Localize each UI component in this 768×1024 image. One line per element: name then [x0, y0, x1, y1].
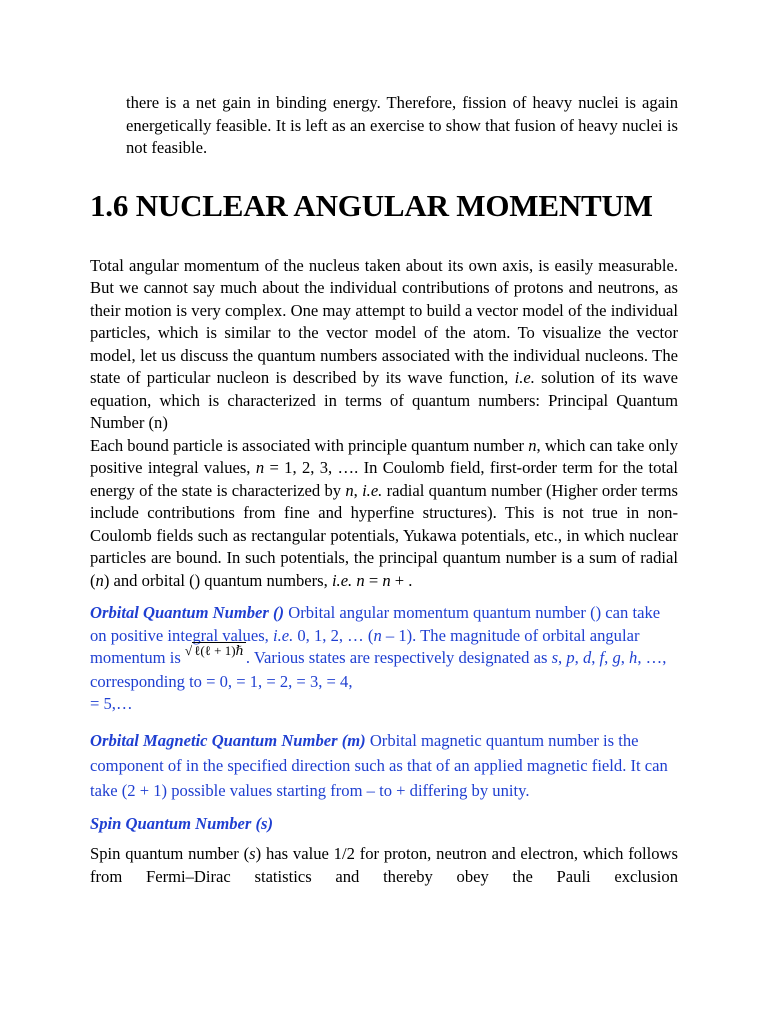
text: , [620, 648, 630, 667]
text: . Various states are respectively designated as [245, 648, 552, 667]
text: – 1). The magnitude of orbital angular momentum is [90, 625, 640, 667]
text: = 1, 2, 3, …. In Coulomb field, first-order term for the total energy of the state is characterized by [90, 458, 678, 500]
paragraph-vector-model [90, 255, 678, 435]
state-g: g [612, 648, 621, 667]
text-italic: i.e. [272, 625, 294, 645]
text: Orbital angular momentum quantum number () can take on positive integral values, [90, 603, 661, 645]
text: Spin quantum number ( [90, 844, 250, 863]
text: 0, 1, 2, … ( [293, 625, 374, 645]
text: = [364, 570, 383, 590]
intro-continuation: there is a net gain in binding energy. Therefore, fission of heavy nuclei is again energetically feasible. It is left as an exercise to show that fusion of heavy nuclei is not feasible. [126, 93, 678, 157]
text: , which can take only positive integral values, [90, 435, 678, 477]
text: , [353, 480, 363, 500]
var-n: n [356, 570, 365, 590]
state-s: s [551, 648, 559, 667]
var-n: n [345, 480, 354, 500]
var-n: n [255, 458, 265, 477]
var-n: n [373, 625, 382, 645]
paragraph-magnetic-quantum-number [90, 728, 678, 803]
text: Orbital magnetic quantum number is the component of in the specified direction such as that of an applied magnetic field. It can take (2 + 1) possible values starting from – to + differing by unity. [90, 730, 668, 800]
state-d: d [582, 648, 592, 667]
subheading-orbital: Orbital Quantum Number () [90, 603, 285, 622]
text: , …, corresponding to = 0, = 1, = 2, = 3, = 4, [90, 648, 667, 691]
text: ) has value 1/2 for proton, neutron and electron, which follows from Fermi–Dirac statistics and thereby obey the Pauli exclusion [90, 844, 678, 886]
text: Each bound particle is associated with principle quantum number [90, 435, 529, 455]
text: Total angular momentum of the nucleus taken about its own axis, is easily measurable. But we cannot say much about the individual contributions of protons and neutrons, as their motion is very complex. One may attempt to build a vector model of the individual particles, which is similar to the vector model of the atom. To visualize the vector model, let us discuss the quantum numbers associated with the individual nucleons. The state of particular nucleon is described by its wave function, [90, 255, 678, 387]
var-s: s [249, 844, 256, 863]
var-n: n [382, 570, 391, 590]
paragraph-spin [90, 843, 678, 888]
text: , [604, 648, 613, 667]
state-p: p [566, 648, 575, 667]
state-h: h [629, 648, 638, 667]
subheading-spin-text: Spin Quantum Number (s) [90, 813, 274, 833]
text-italic: i.e. [514, 368, 535, 387]
text: , [591, 648, 600, 667]
text: solution of its wave equation, which is characterized in terms of quantum numbers: Principal Quantum Number (n) [90, 368, 678, 432]
subheading-spin [90, 813, 678, 836]
var-n: n [95, 570, 104, 590]
text: + . [390, 570, 413, 590]
text: ) and orbital () quantum numbers, [103, 570, 332, 590]
text: , [558, 648, 567, 667]
text: radial quantum number (Higher order terms include contributions from fine and hyperfine structures). This is not true in non-Coulomb fields such as rectangular potentials, Yukawa potentials, etc., in which nuclear particles are bound. In such potentials, the principal quantum number is a sum of radial ( [90, 480, 678, 590]
var-n: n [528, 435, 537, 455]
text: , [574, 648, 583, 667]
section-heading: 1.6 NUCLEAR ANGULAR MOMENTUM [90, 187, 653, 223]
subheading-magnetic: Orbital Magnetic Quantum Number (m) [90, 730, 366, 750]
state-f: f [599, 648, 605, 667]
sqrt-formula: √ ℓ(ℓ + 1)ℏ [184, 643, 244, 658]
sqrt-expression: ℓ(ℓ + 1)ℏ [194, 643, 244, 658]
text-italic: i.e. [362, 480, 383, 500]
text: = 5,… [90, 694, 133, 713]
paragraph-orbital-quantum-number [90, 602, 678, 716]
text-italic: i.e. [331, 570, 353, 590]
paragraph-principal-quantum-number [90, 435, 678, 593]
page-content [90, 92, 678, 888]
